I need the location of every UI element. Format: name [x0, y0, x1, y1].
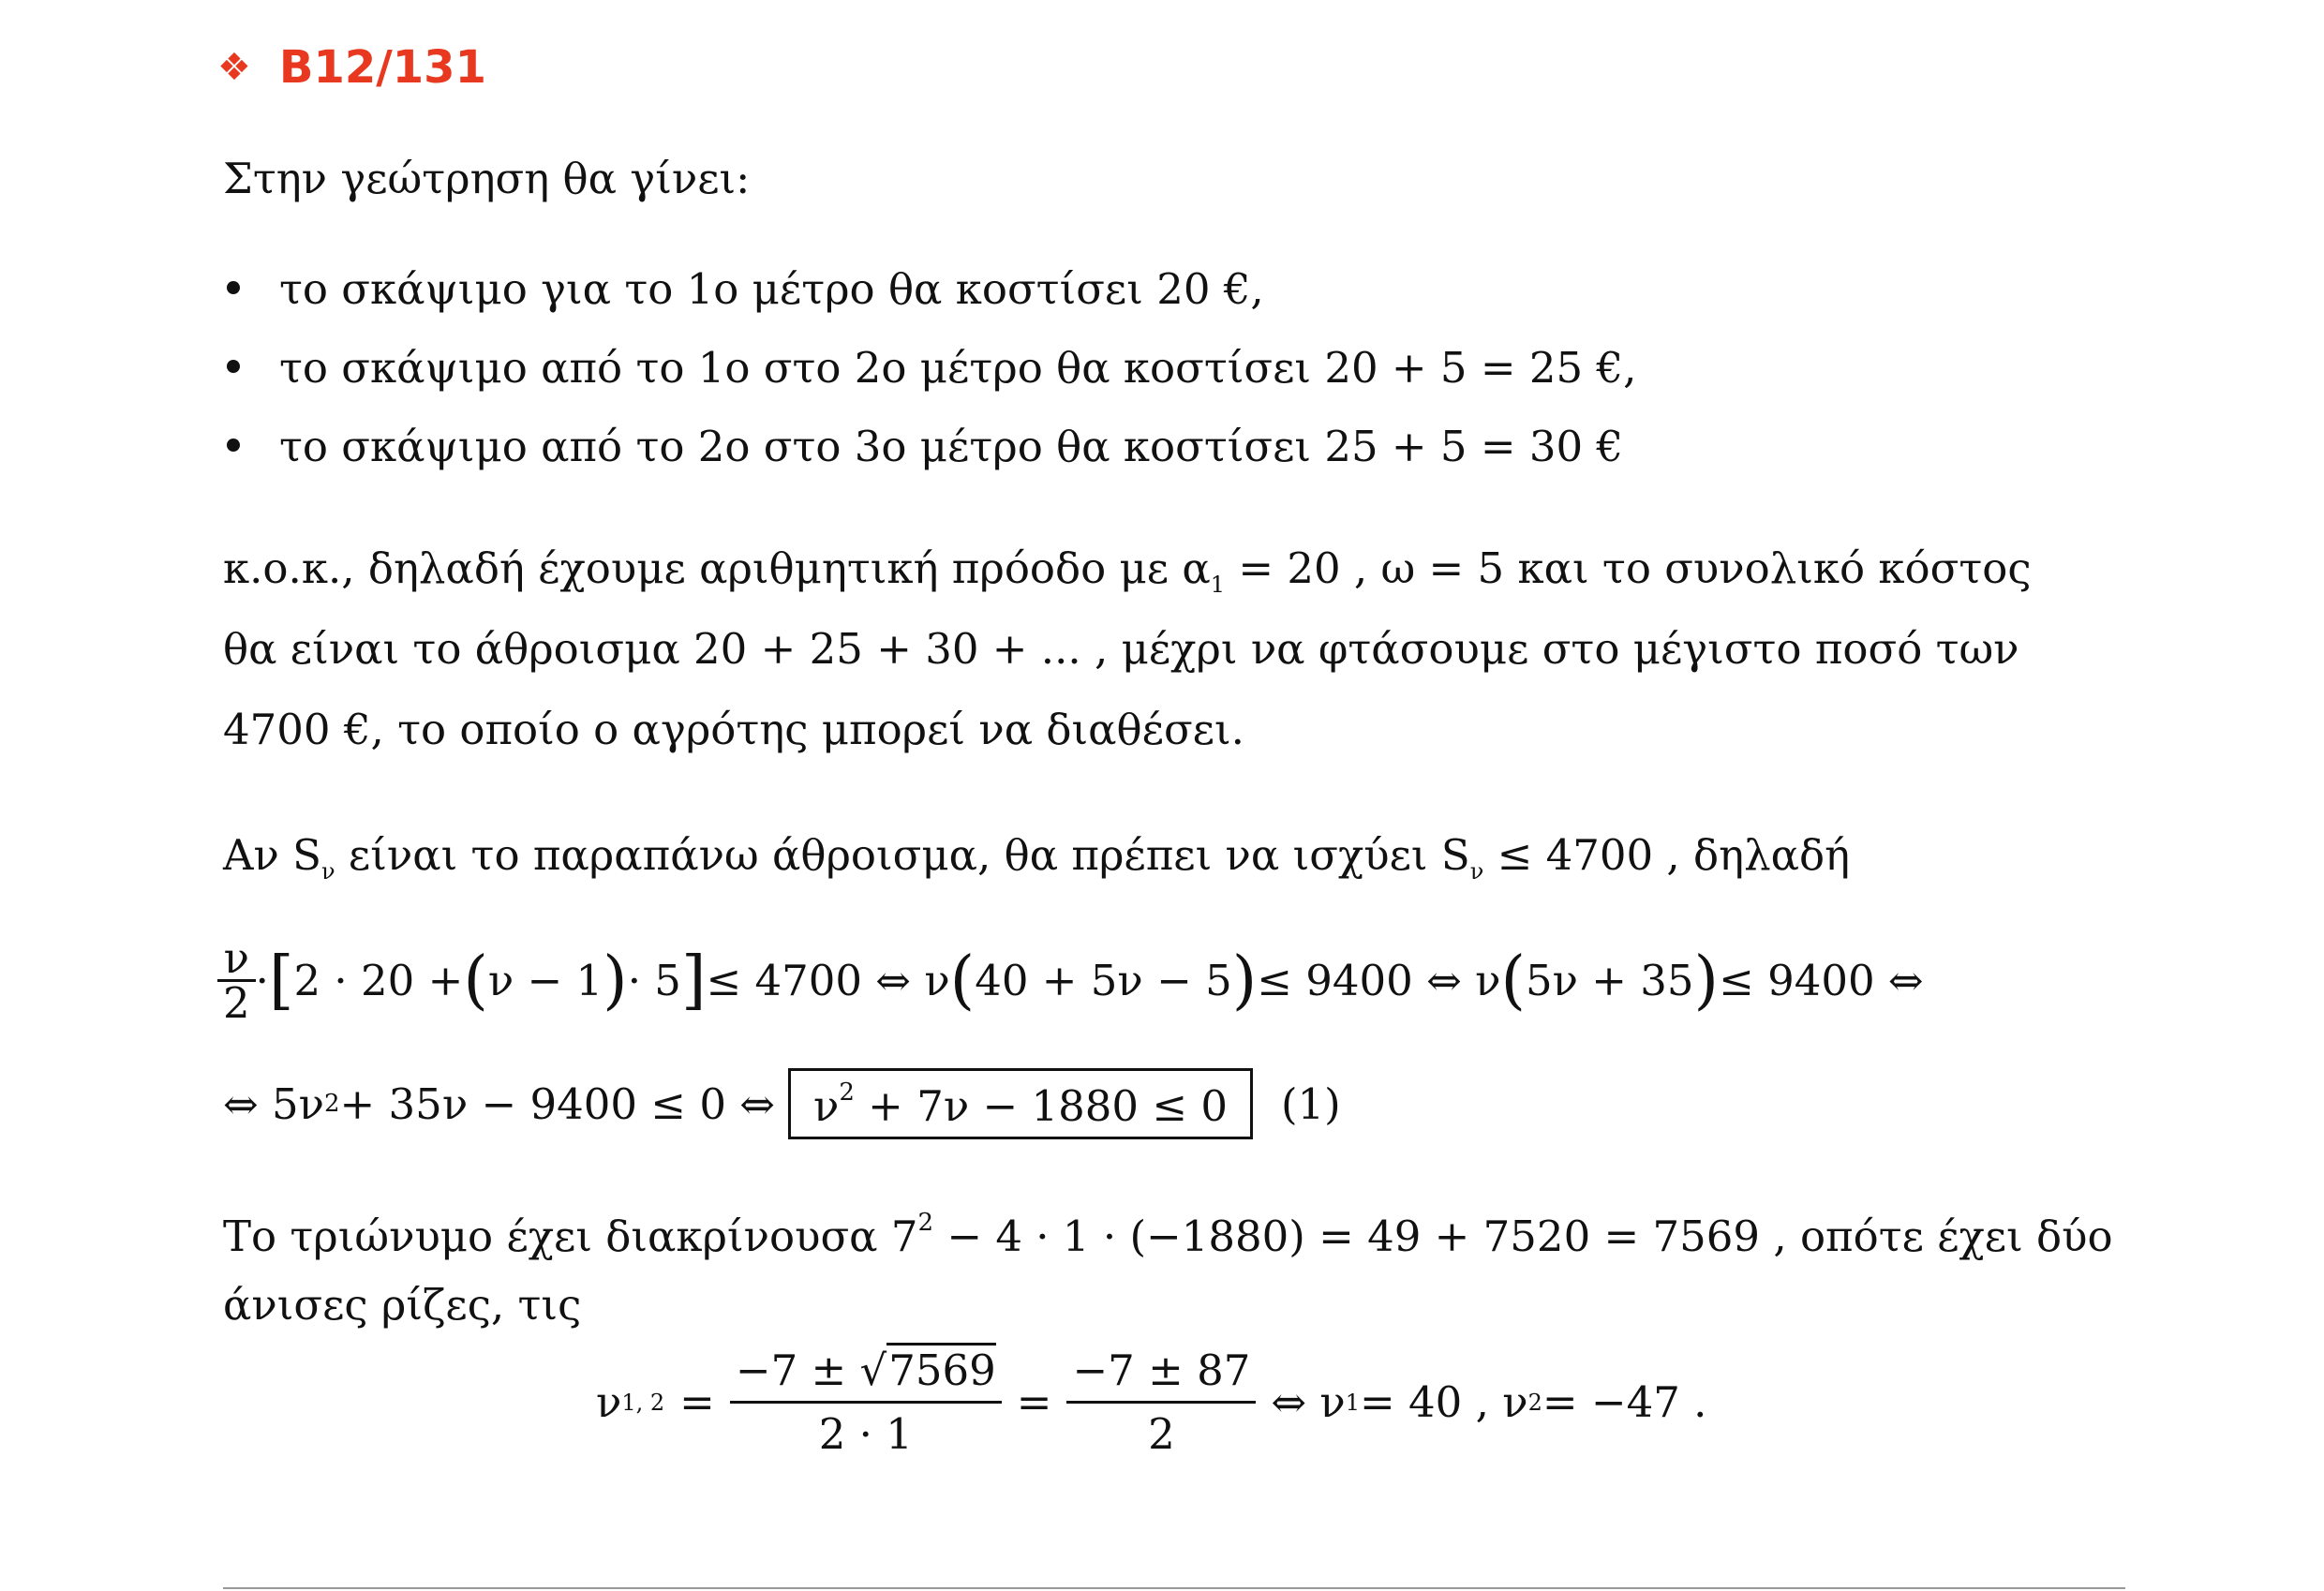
list-item: το σκάψιμο για το 1ο μέτρο θα κοστίσει 20 €,	[227, 268, 1264, 310]
list-item: το σκάψιμο από το 1ο στο 2ο μέτρο θα κοστίσει 20 + 5 = 25 €,	[227, 347, 1636, 389]
bullet-dot-icon	[227, 439, 240, 452]
list-item: το σκάψιμο από το 2ο στο 3ο μέτρο θα κοστίσει 25 + 5 = 30 €	[227, 425, 1623, 468]
equation-line: ν 1, 2 = $\frac{-7 \pm √7569}{2 \cdot 1}$ = $\frac{-7 \pm 87}{2}$ ⇔ ν 1 = 40 , ν 2 = −47 .	[596, 1349, 1706, 1455]
boxed-result: $\nu^2 + 7\nu - 1880 \le 0$	[788, 1068, 1253, 1139]
divider	[223, 1587, 2125, 1589]
section-title: B12/131	[278, 41, 486, 94]
fraction: $\frac{\nu}{2}$	[217, 937, 256, 1024]
equation-line: ⇔ 5ν 2 + 35ν − 9400 ≤ 0 ⇔ $\nu^2 + 7\nu - 1880 \le 0$ (1)	[223, 1068, 1341, 1139]
paragraph-line: θα είναι το άθροισμα 20 + 25 + 30 + ... , μέχρι να φτάσουμε στο μέγιστο ποσό των	[223, 624, 2019, 674]
diamond-bullet-icon: ❖	[217, 46, 251, 89]
paragraph-line: 4700 €, το οποίο ο αγρότης μπορεί να διαθέσει.	[223, 705, 1244, 754]
section-heading	[217, 41, 486, 94]
paragraph-line: άνισες ρίζες, τις	[223, 1280, 582, 1330]
bullet-dot-icon	[227, 281, 240, 294]
intro-text: Στην γεώτρηση θα γίνει:	[223, 154, 751, 203]
fraction: $\frac{-7 \pm √7569}{2 \cdot 1}$	[730, 1349, 1002, 1455]
bullet-dot-icon	[227, 360, 240, 373]
paragraph-line: κ.ο.κ., δηλαδή έχουμε αριθμητική πρόοδο με $\alpha_1 = 20$ , ω = 5 και το συνολικό κόστος	[223, 543, 2032, 598]
equation-line: $\frac{\nu}{2}$ · [ 2 · 20 + ( ν − 1 ) · 5 ] ≤ 4700 ⇔ ν ( 40 + 5ν − 5 ) ≤ 9400 ⇔ ν ( 5ν + 35 ) ≤ 9400 ⇔	[217, 937, 1924, 1024]
fraction: $\frac{-7 \pm 87}{2}$	[1066, 1349, 1256, 1455]
equation-label: (1)	[1280, 1078, 1341, 1129]
paragraph-line: Αν $S_\nu$ είναι το παραπάνω άθροισμα, θα πρέπει να ισχύει $S_\nu \le 4700$ , δηλαδή	[223, 830, 1851, 885]
paragraph-line: Το τριώνυμο έχει διακρίνουσα $7^2 - 4 \cdot 1 \cdot (-1880) = 49 + 7520 = 7569$ , οπότε έχει δύο	[223, 1209, 2113, 1261]
